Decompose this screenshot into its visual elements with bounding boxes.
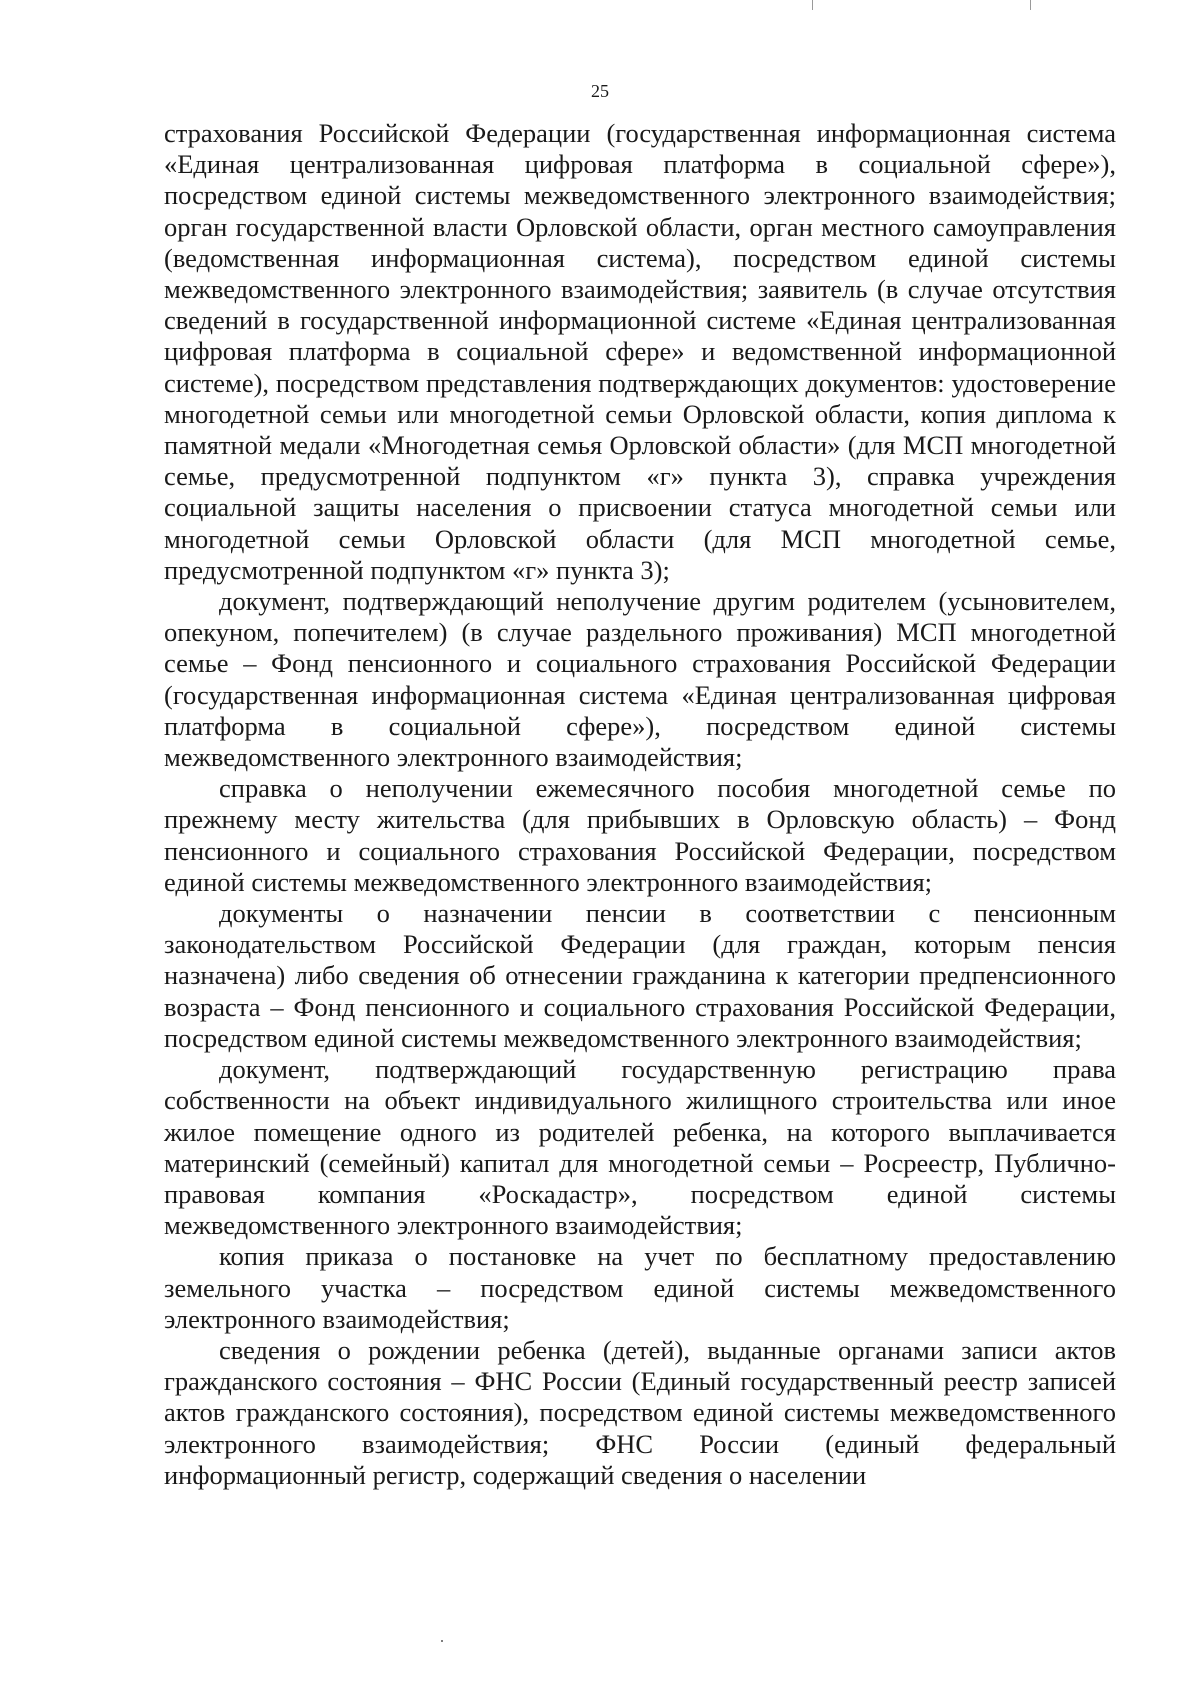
paragraph: документы о назначении пенсии в соответствии с пенсионным законодательством Российской Федерации (для граждан, которым пенсия назначена) либо сведения об отнесении гражданина к категории предпенсионного возраста – Фонд пенсионного и социального страхования Российской Федерации, посредством единой системы межведомственного электронного взаимодействия; (164, 898, 1116, 1053)
document-body (164, 118, 1116, 1491)
paragraph: справка о неполучении ежемесячного пособия многодетной семье по прежнему месту жительства (для прибывших в Орловскую область) – Фонд пенсионного и социального страхования Российской Федерации, посредством единой системы межведомственного электронного взаимодействия; (164, 773, 1116, 897)
paragraph: документ, подтверждающий государственную регистрацию права собственности на объект индивидуального жилищного строительства или иное жилое помещение одного из родителей ребенка, на которого выплачивается материнский (семейный) капитал для многодетной семьи – Росреестр, Публично-правовая компания «Роскадастр», посредством единой системы межведомственного электронного взаимодействия; (164, 1054, 1116, 1241)
scan-speck (441, 1640, 443, 1642)
paragraph: сведения о рождении ребенка (детей), выданные органами записи актов гражданского состояния – ФНС России (Единый государственный реестр записей актов гражданского состояния), посредством единой системы межведомственного электронного взаимодействия; ФНС России (единый федеральный информационный регистр, содержащий сведения о населении (164, 1334, 1116, 1490)
paragraph: копия приказа о постановке на учет по бесплатному предоставлению земельного участка – посредством единой системы межведомственного электронного взаимодействия; (164, 1241, 1116, 1334)
scan-edge-mark (1030, 0, 1031, 10)
paragraph: документ, подтверждающий неполучение другим родителем (усыновителем, опекуном, попечителем) (в случае раздельного проживания) МСП многодетной семье – Фонд пенсионного и социального страхования Российской Федерации (государственная информационная система «Единая централизованная цифровая платформа в социальной сфере»), посредством единой системы межведомственного электронного взаимодействия; (164, 586, 1116, 773)
page-number: 25 (591, 81, 609, 101)
scan-edge-mark (812, 0, 813, 10)
paragraph-continuation: страхования Российской Федерации (государственная информационная система «Единая централизованная цифровая платформа в социальной сфере»), посредством единой системы межведомственного электронного взаимодействия; орган государственной власти Орловской области, орган местного самоуправления (ведомственная информационная система), посредством единой системы межведомственного электронного взаимодействия; заявитель (в случае отсутствия сведений в государственной информационной системе «Единая централизованная цифровая платформа в социальной сфере» и ведомственной информационной системе), посредством представления подтверждающих документов: удостоверение многодетной семьи или многодетной семьи Орловской области, копия диплома к памятной медали «Многодетная семья Орловской области» (для МСП многодетной семье, предусмотренной подпунктом «г» пункта 3), справка учреждения социальной защиты населения о присвоении статуса многодетной семьи или многодетной семьи Орловской области (для МСП многодетной семье, предусмотренной подпунктом «г» пункта 3); (164, 118, 1116, 585)
